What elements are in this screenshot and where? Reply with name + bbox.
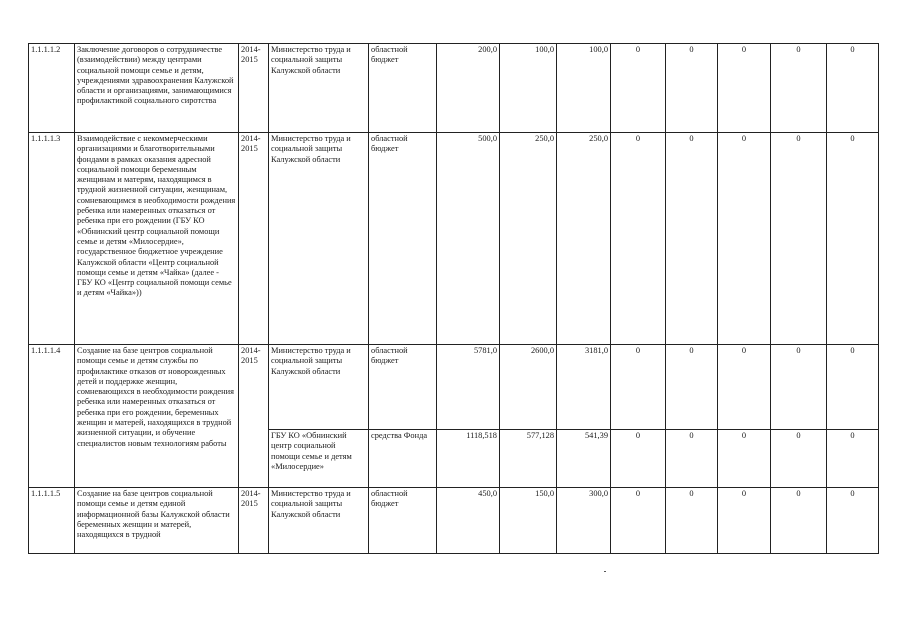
funding-2015: 3181,0: [557, 345, 611, 430]
funding-2019: 0: [771, 44, 827, 133]
funding-2018: 0: [718, 44, 771, 133]
funding-2016: 0: [611, 44, 666, 133]
funding-2016: 0: [611, 133, 666, 345]
table-row: [29, 44, 879, 133]
funding-2019: 0: [771, 488, 827, 554]
funding-2015: 300,0: [557, 488, 611, 554]
funding-2014: 250,0: [500, 133, 557, 345]
funding-2018: 0: [718, 345, 771, 430]
funding-total: 5781,0: [437, 345, 500, 430]
funding-source: средства Фонда: [369, 430, 437, 488]
funding-2018: 0: [718, 430, 771, 488]
funding-2016: 0: [611, 345, 666, 430]
funding-source: областной бюджет: [369, 133, 437, 345]
activity-period: 2014-2015: [239, 488, 269, 554]
activity-period: 2014-2015: [239, 345, 269, 488]
activity-description: Взаимодействие с некоммерческими организациями и благотворительными фондами в рамках оказания адресной социальной помощи беременным женщинам и матерям, находящимся в трудной жизненной ситуации, женщинам, сомневающимся в необходимости рождения ребенка или намеренных отказаться от ребенка при его рождении (ГБУ КО «Обнинский центр социальной помощи семье и детям «Милосердие», государственное бюджетное учреждение Калужской области «Центр социальной помощи семье и детям «Чайка» (далее - ГБУ КО «Центр социальной помощи семье и детям «Чайка»)): [75, 133, 239, 345]
funding-source: областной бюджет: [369, 345, 437, 430]
activity-code: 1.1.1.1.5: [29, 488, 75, 554]
funding-2020: 0: [827, 488, 879, 554]
funding-2020: 0: [827, 430, 879, 488]
table-row: [29, 488, 879, 554]
funding-2014: 577,128: [500, 430, 557, 488]
activity-period: 2014-2015: [239, 44, 269, 133]
scan-speck: [604, 571, 606, 572]
table-row: [29, 345, 879, 430]
activity-executor: ГБУ КО «Обнинский центр социальной помощи семье и детям «Милосердие»: [269, 430, 369, 488]
funding-total: 1118,518: [437, 430, 500, 488]
funding-2019: 0: [771, 345, 827, 430]
funding-2019: 0: [771, 430, 827, 488]
activity-code: 1.1.1.1.2: [29, 44, 75, 133]
activity-executor: Министерство труда и социальной защиты Калужской области: [269, 345, 369, 430]
activity-description: Создание на базе центров социальной помощи семье и детям единой информационной базы Калужской области беременных женщин и матерей, находящихся в трудной: [75, 488, 239, 554]
funding-2020: 0: [827, 44, 879, 133]
funding-2018: 0: [718, 133, 771, 345]
funding-2017: 0: [666, 44, 718, 133]
funding-2017: 0: [666, 133, 718, 345]
funding-2020: 0: [827, 133, 879, 345]
activity-code: 1.1.1.1.3: [29, 133, 75, 345]
funding-2020: 0: [827, 345, 879, 430]
funding-2016: 0: [611, 488, 666, 554]
funding-total: 450,0: [437, 488, 500, 554]
funding-2019: 0: [771, 133, 827, 345]
funding-total: 200,0: [437, 44, 500, 133]
funding-2017: 0: [666, 430, 718, 488]
funding-2018: 0: [718, 488, 771, 554]
activity-executor: Министерство труда и социальной защиты Калужской области: [269, 488, 369, 554]
funding-2015: 100,0: [557, 44, 611, 133]
funding-2014: 150,0: [500, 488, 557, 554]
funding-source: областной бюджет: [369, 488, 437, 554]
activity-period: 2014-2015: [239, 133, 269, 345]
funding-total: 500,0: [437, 133, 500, 345]
funding-2017: 0: [666, 345, 718, 430]
funding-2016: 0: [611, 430, 666, 488]
table-row: [29, 133, 879, 345]
activity-executor: Министерство труда и социальной защиты Калужской области: [269, 133, 369, 345]
program-activities-table: [28, 43, 879, 554]
funding-2015: 250,0: [557, 133, 611, 345]
activity-executor: Министерство труда и социальной защиты Калужской области: [269, 44, 369, 133]
activity-description: Заключение договоров о сотрудничестве (взаимодействии) между центрами социальной помощи семье и детям, учреждениями здравоохранения Калужской области и организациями, занимающимися профилактикой социального сиротства: [75, 44, 239, 133]
funding-2014: 100,0: [500, 44, 557, 133]
funding-2014: 2600,0: [500, 345, 557, 430]
funding-2015: 541,39: [557, 430, 611, 488]
funding-2017: 0: [666, 488, 718, 554]
activity-description: Создание на базе центров социальной помощи семье и детям службы по профилактике отказов от новорожденных детей и поддержке женщин, сомневающихся в необходимости рождения ребенка или намеренных отказаться от ребенка при его рождении, беременных женщин и матерей, находящихся в трудной жизненной ситуации, и обучение специалистов новым технологиям работы: [75, 345, 239, 488]
activity-code: 1.1.1.1.4: [29, 345, 75, 488]
funding-source: областной бюджет: [369, 44, 437, 133]
